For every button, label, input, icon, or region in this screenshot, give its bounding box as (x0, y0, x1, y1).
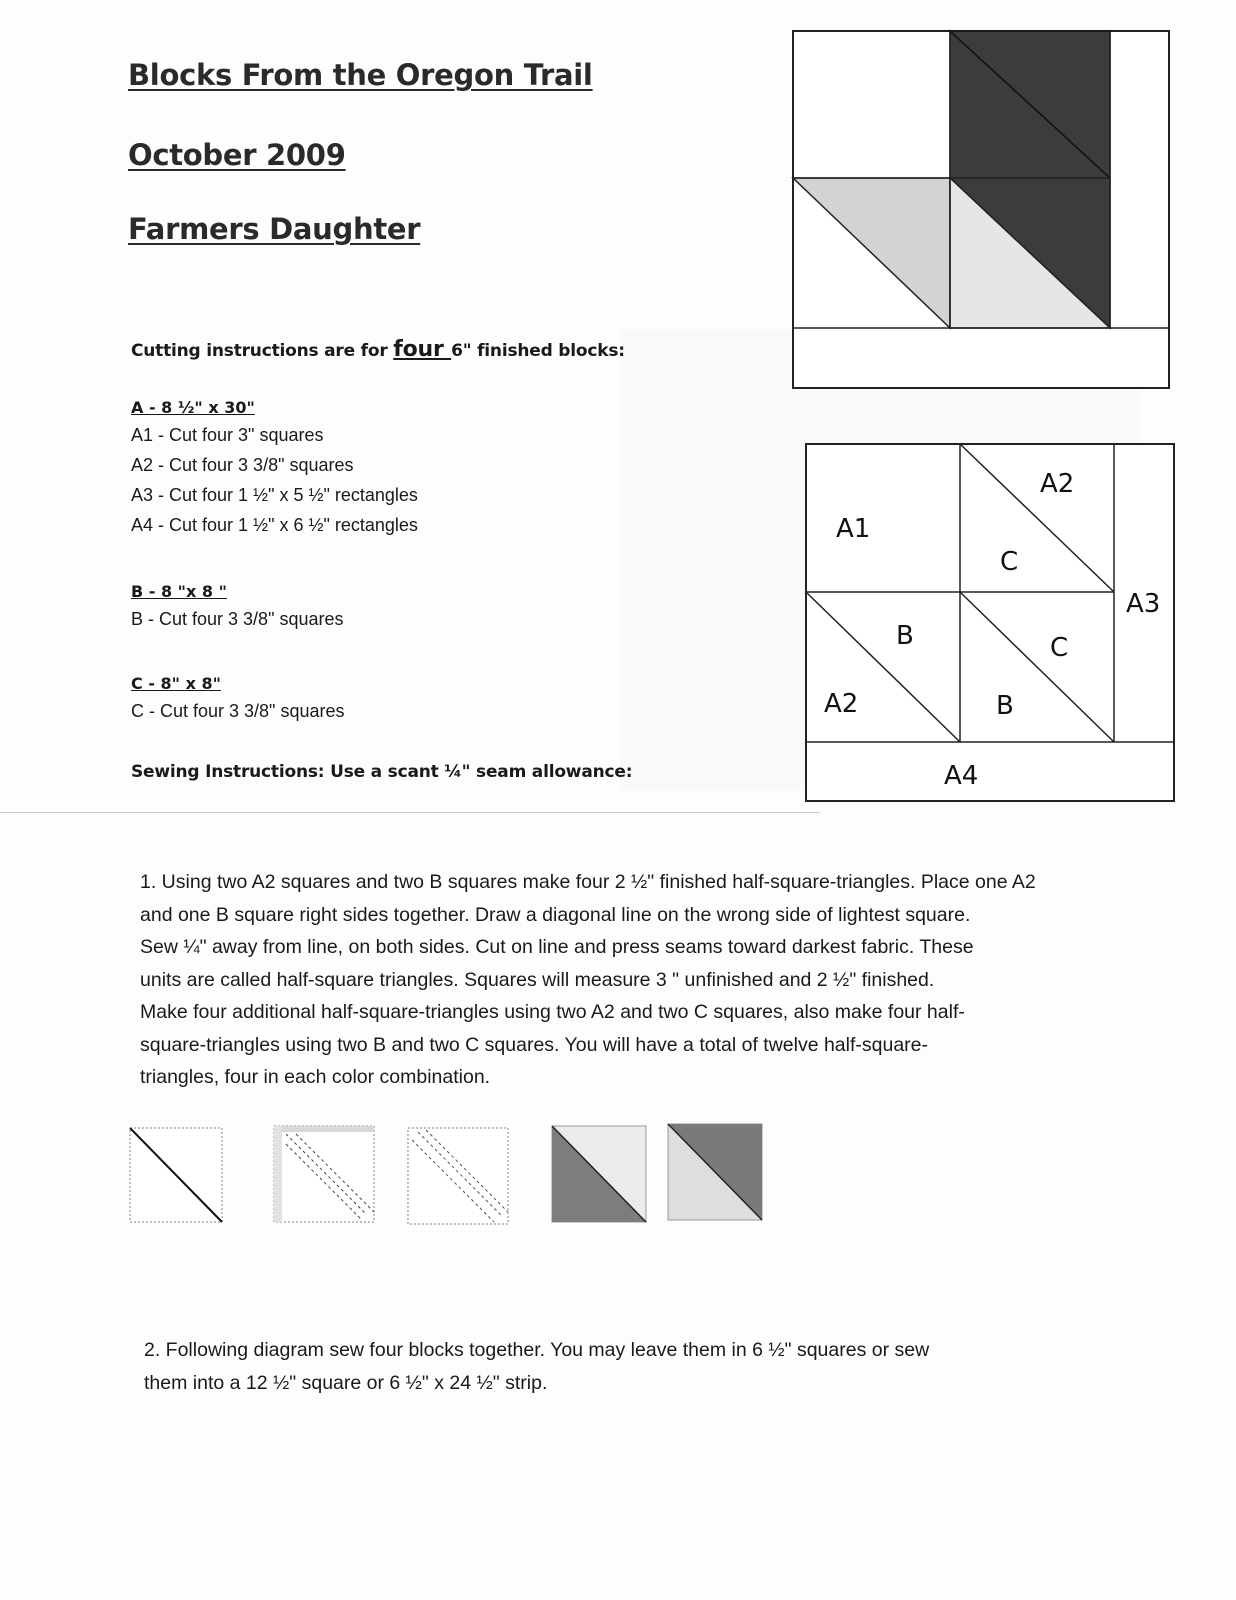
block-illustration (790, 28, 1172, 392)
cut-line-c: C - Cut four 3 3/8" squares (131, 701, 345, 721)
label-a4: A4 (944, 761, 979, 791)
hst-sequence-illustration (126, 1120, 766, 1228)
cutting-intro-before: Cutting instructions are for (131, 341, 394, 361)
step-1-line-2: and one B square right sides together. Draw a diagonal line on the wrong side of lightest square. (140, 903, 971, 926)
label-c-top: C (1000, 547, 1019, 577)
label-a3: A3 (1126, 589, 1161, 619)
sewing-heading: Sewing Instructions: Use a scant ¼" seam allowance: (131, 762, 633, 782)
step-2-line-2: them into a 12 ½" square or 6 ½" x 24 ½" strip. (144, 1371, 548, 1394)
hst-step-cut-line (408, 1128, 508, 1224)
block-name-heading: Farmers Daughter (128, 212, 421, 246)
label-b-mid: B (896, 621, 914, 651)
label-c-right: C (1050, 633, 1069, 663)
cutting-intro-emphasis: four (393, 337, 452, 362)
page-title: Blocks From the Oregon Trail (128, 58, 593, 92)
hst-pressed-unit-b (668, 1124, 762, 1220)
fabric-a-header: A - 8 ½" x 30" (131, 398, 255, 417)
cut-line-b: B - Cut four 3 3/8" squares (131, 609, 344, 629)
label-a1: A1 (836, 514, 871, 544)
scan-artifact-line (0, 812, 820, 813)
step-1-line-1: 1. Using two A2 squares and two B squares make four 2 ½" finished half-square-triangles. Place one A2 (140, 871, 1036, 893)
cutting-intro (131, 337, 625, 362)
step-2-line-1: 2. Following diagram sew four blocks together. You may leave them in 6 ½" squares or sew (144, 1339, 930, 1361)
step-1-line-3: Sew ¼" away from line, on both sides. Cut on line and press seams toward darkest fabric. These (140, 936, 974, 958)
step-1-line-6: square-triangles using two B and two C squares. You will have a total of twelve half-square- (140, 1033, 929, 1056)
hst-step-stitch-lines (274, 1126, 374, 1222)
date-heading: October 2009 (128, 138, 346, 172)
hst-pressed-unit-a (552, 1126, 646, 1222)
cut-line-a4: A4 - Cut four 1 ½" x 6 ½" rectangles (131, 515, 418, 535)
step-1-line-5: Make four additional half-square-triangles using two A2 and two C squares, also make four half- (140, 1001, 965, 1023)
cut-line-a3: A3 - Cut four 1 ½" x 5 ½" rectangles (131, 485, 418, 505)
hst-step-draw-line (130, 1128, 222, 1222)
fabric-b-header: B - 8 "x 8 " (131, 582, 227, 601)
label-a2-bottom: A2 (824, 689, 859, 719)
fabric-c-header: C - 8" x 8" (131, 674, 221, 693)
step-2-paragraph (144, 1334, 1104, 1399)
labeled-block-diagram (804, 442, 1176, 804)
cutting-intro-after: 6" finished blocks: (451, 341, 625, 361)
step-1-paragraph (140, 866, 1100, 1094)
step-1-line-7: triangles, four in each color combination. (140, 1066, 491, 1088)
cut-line-a1: A1 - Cut four 3" squares (131, 425, 324, 445)
step-1-line-4: units are called half-square triangles. Squares will measure 3 " unfinished and 2 ½" finished. (140, 968, 935, 991)
label-b-bottom: B (996, 691, 1014, 721)
cut-line-a2: A2 - Cut four 3 3/8" squares (131, 455, 354, 475)
label-a2-top: A2 (1040, 469, 1075, 499)
